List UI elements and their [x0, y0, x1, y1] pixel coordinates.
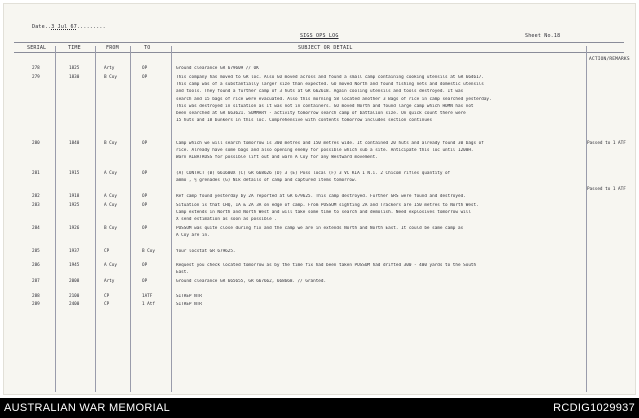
entry-to: OP	[142, 75, 148, 80]
entry-to: OP	[142, 171, 148, 176]
entry-detail-line: SITREP NTR	[176, 294, 202, 299]
entry-detail-line: Your locstat GR 679625.	[176, 249, 236, 254]
entry-serial: 284	[32, 226, 40, 231]
entry-time: 2008	[69, 279, 80, 284]
entry-detail-line: (A) CONTACT (B) 661600X (C) GR 668626 (D) 3 (E) Poss local (F) 3 VC KIA 1 N.i. 2 Chicom rifles quantity of	[176, 171, 451, 176]
entry-serial: 287	[32, 279, 40, 284]
entry-to: OP	[142, 263, 148, 268]
entry-detail-line: Situation is that CHQ, 1A & 2A 3A on edge of camp. From POSSUM sighting 2A and Trackers are 150 metres to North West.	[176, 203, 479, 208]
entry-time: 1937	[69, 249, 80, 254]
page-title: SIGS OPS LOG	[300, 33, 339, 39]
column-header-action: ACTION/REMARKS	[589, 57, 630, 62]
log-sheet	[4, 4, 635, 394]
entry-detail-line: Ground clearance GR 665655, GR 667662, 668668. // Granted.	[176, 279, 327, 284]
divider-from	[130, 46, 131, 392]
entry-detail-line: been searched at GR 663621. SUMMARY - activity tomorrow search camp of battalion size. On quick count there were	[176, 111, 466, 116]
divider-action	[586, 46, 587, 392]
entry-from: A Coy	[104, 203, 117, 208]
entry-serial: 279	[32, 75, 40, 80]
divider-time	[95, 46, 96, 392]
entry-time: 1926	[69, 226, 80, 231]
entry-from: A Coy	[104, 171, 117, 176]
entry-from: A Coy	[104, 194, 117, 199]
entry-time: 1825	[69, 66, 80, 71]
entry-serial: 285	[32, 249, 40, 254]
entry-from: B Coy	[104, 75, 117, 80]
entry-detail-line: Ref camp found yesterday by 2A reported at GR 679625. This camp destroyed. Further GRS were found and destroyed.	[176, 194, 466, 199]
entry-from: B Coy	[104, 141, 117, 146]
entry-from: CP	[104, 302, 110, 307]
header-top-rule	[14, 42, 624, 43]
archive-footer	[0, 398, 639, 418]
archive-source: AUSTRALIAN WAR MEMORIAL	[4, 402, 171, 414]
header-bottom-rule	[14, 52, 624, 53]
entry-time: 1915	[69, 171, 80, 176]
entry-detail-line: 15 huts and 18 bunkers in this loc. Comprehensive with contents tomorrow includes section continues	[176, 118, 433, 124]
entry-detail-line: Camp extends in North and North West and will take some time to search and demolish. Need explosives tomorrow will	[176, 210, 471, 216]
entry-time: 2400	[69, 302, 80, 307]
entry-detail-line: search and 15 bags of rice were evacuated. Also this morning 58 located another 3 Bags of rice in camp searched yesterday.	[176, 96, 492, 102]
entry-detail-line: rice. Already have some bags and also opening enemy for possible which sub a site. Anticipate this loc until 1200H.	[176, 148, 474, 154]
entry-detail-line: POSSUM was quite close during fix and the camp we are in extends North and North East. It could be same camp as	[176, 226, 464, 231]
entry-detail-line: Ground clearance GR 679609 // OK	[176, 66, 259, 71]
entry-from: Arty	[104, 66, 115, 71]
divider-to	[171, 46, 172, 392]
entry-serial: 278	[32, 66, 40, 71]
entry-detail-line: ammo , ½ grenades (G) Nik details of camp and captured items tomorrow.	[176, 178, 358, 184]
entry-serial: 288	[32, 294, 40, 299]
entry-to: OP	[142, 279, 148, 284]
entry-detail-line: Request you check located tomorrow as by the time fix had been taken POSSUM had drifted 300 - 400 yards to the South	[176, 263, 477, 268]
entry-action: Passed to 1 ATF	[587, 187, 626, 192]
entry-time: 1945	[69, 263, 80, 268]
sheet-number: Sheet No.18	[525, 33, 561, 39]
entry-to: 1 Atf	[142, 302, 155, 307]
entry-to: OP	[142, 141, 148, 146]
entry-serial: 283	[32, 203, 40, 208]
entry-serial: 281	[32, 171, 40, 176]
entry-from: B Coy	[104, 226, 117, 231]
entry-detail-line: SITREP NTR	[176, 302, 202, 307]
entry-detail-line: This was destroyed in situation as it was not in containers. GO moved North and found large camp which HOMN has not	[176, 103, 474, 109]
entry-time: 2100	[69, 294, 80, 299]
entry-time: 1925	[69, 203, 80, 208]
entry-detail-line: and tools. They found a further camp of 3 huts at GR 662618. Again cooling utensils and tools destroyed. It was	[176, 89, 464, 95]
entry-detail-line: A Coy are in.	[176, 233, 210, 239]
entry-detail-line: Camp which we will search tomorrow is 300 metres and 150 metres wide. It contained 20 huts and already found 30 bags of	[176, 141, 484, 146]
column-header-time: TIME	[68, 45, 81, 51]
entry-from: A Coy	[104, 263, 117, 268]
entry-to: OP	[142, 226, 148, 231]
entry-detail-line: East.	[176, 270, 189, 276]
column-header-subject: SUBJECT OR DETAIL	[298, 45, 353, 51]
entry-action: Passed to 1 ATF	[587, 141, 626, 146]
entry-detail-line: This camp was of a substantially larger size than expected. GO moved North and found fishing nets and domestic utensils	[176, 82, 484, 88]
column-header-from: FROM	[106, 45, 119, 51]
date-value: 3 Jul 67	[51, 24, 77, 30]
entry-time: 1918	[69, 194, 80, 199]
entry-detail-line: X send estimation as soon as possible .	[176, 217, 277, 223]
date-label: Date..3 Jul 67.........	[32, 24, 106, 30]
column-header-to: TO	[144, 45, 151, 51]
entry-time: 1840	[69, 141, 80, 146]
entry-to: 1ATF	[142, 294, 153, 299]
entry-to: OP	[142, 203, 148, 208]
entry-to: OP	[142, 66, 148, 71]
entry-serial: 282	[32, 194, 40, 199]
entry-from: CP	[104, 249, 110, 254]
entry-from: CP	[104, 294, 110, 299]
entry-to: OP	[142, 194, 148, 199]
entry-detail-line: This company has moved to GR loc. Also GO moved across and found a small camp containing cooking utensils at GR 664617.	[176, 75, 484, 80]
entry-time: 1830	[69, 75, 80, 80]
entry-serial: 289	[32, 302, 40, 307]
archive-reference: RCDIG1029937	[553, 402, 635, 414]
entry-from: Arty	[104, 279, 115, 284]
entry-to: B Coy	[142, 249, 155, 254]
entry-serial: 286	[32, 263, 40, 268]
entry-serial: 280	[32, 141, 40, 146]
entry-detail-line: Warn ALBATROSS for possible lift out and warn A Coy for any Westward movement.	[176, 155, 378, 161]
column-header-serial: SERIAL	[27, 45, 47, 51]
divider-serial	[55, 46, 56, 392]
